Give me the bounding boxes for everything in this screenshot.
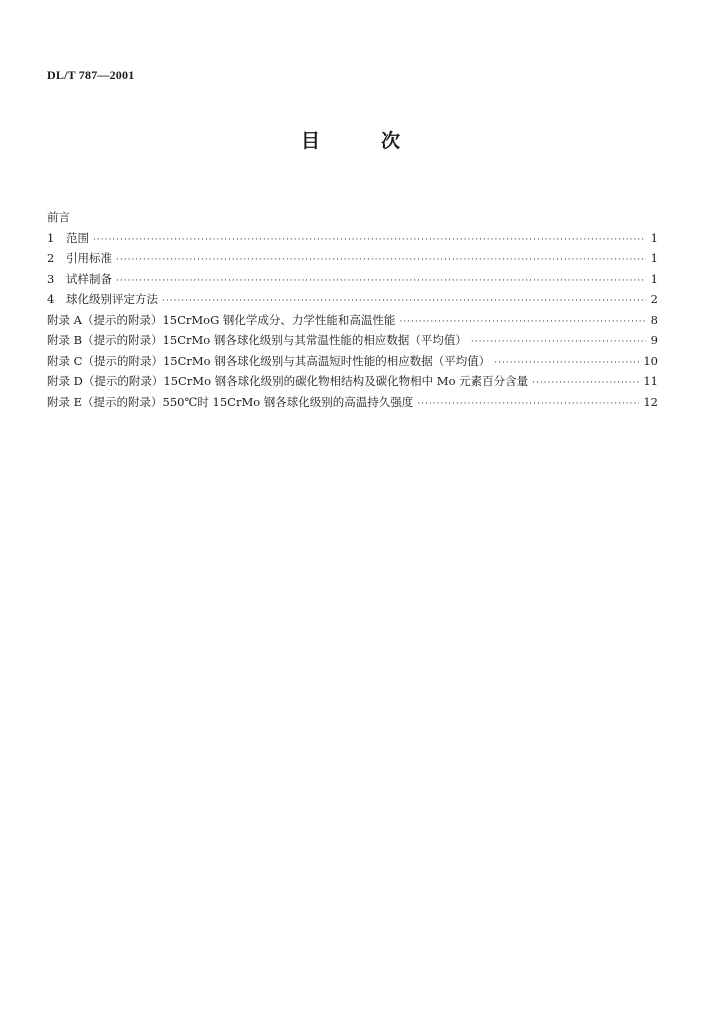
toc-entry-page: 12	[643, 394, 658, 409]
page-title-char-2: 次	[381, 130, 401, 152]
page-title-char-1: 目	[301, 130, 321, 152]
dot-leader	[116, 276, 646, 286]
toc-entry-page: 11	[643, 374, 658, 388]
dot-leader	[417, 399, 639, 409]
toc-entry-2[interactable]	[47, 250, 658, 271]
toc-entry-label: 前言	[47, 210, 70, 224]
toc-entry-foreword[interactable]	[47, 209, 658, 230]
toc-entry-3[interactable]	[47, 271, 658, 292]
toc-entry-appendix-d[interactable]	[47, 373, 658, 394]
toc-entry-number: 4	[47, 292, 55, 306]
toc-entry-number: 2	[47, 251, 55, 265]
document-code: DL/T 787—2001	[47, 68, 135, 82]
toc-entry-page: 10	[643, 353, 658, 368]
toc-entry-label: 附录 A（提示的附录）15CrMoG 钢化学成分、力学性能和高温性能	[47, 312, 396, 327]
toc-entry-label: 附录 C（提示的附录）15CrMo 钢各球化级别与其高温短时性能的相应数据（平均值）	[47, 353, 491, 368]
toc-entry-4[interactable]	[47, 291, 658, 312]
toc-entry-label: 附录 E（提示的附录）550℃时 15CrMo 钢各球化级别的高温持久强度	[47, 394, 414, 409]
toc-entry-page: 2	[650, 292, 658, 306]
toc-entry-page: 1	[650, 271, 658, 286]
toc-entry-page: 9	[650, 333, 658, 347]
toc-entry-appendix-c[interactable]	[47, 353, 658, 374]
dot-leader	[93, 235, 646, 245]
toc-entry-label: 范围	[66, 230, 89, 245]
dot-leader	[162, 296, 646, 306]
toc-entry-label: 试样制备	[66, 271, 112, 286]
toc-entry-label: 附录 D（提示的附录）15CrMo 钢各球化级别的碳化物相结构及碳化物相中 Mo 元素百分含量	[47, 374, 529, 388]
toc-entry-label: 球化级别评定方法	[66, 292, 158, 306]
dot-leader	[399, 317, 646, 327]
toc-entry-appendix-b[interactable]	[47, 332, 658, 353]
toc-entry-appendix-e[interactable]	[47, 394, 658, 415]
toc-entry-page: 1	[650, 251, 658, 265]
table-of-contents	[47, 209, 658, 414]
toc-entry-number: 1	[47, 230, 55, 245]
toc-entry-label: 引用标准	[66, 251, 112, 265]
page-title	[0, 126, 716, 152]
toc-entry-number: 3	[47, 271, 55, 286]
toc-entry-1[interactable]	[47, 230, 658, 251]
toc-entry-page: 8	[650, 312, 658, 327]
dot-leader	[471, 337, 646, 347]
dot-leader	[532, 378, 639, 388]
toc-entry-label: 附录 B（提示的附录）15CrMo 钢各球化级别与其常温性能的相应数据（平均值）	[47, 333, 467, 347]
dot-leader	[494, 358, 639, 368]
dot-leader	[116, 255, 646, 265]
toc-entry-appendix-a[interactable]	[47, 312, 658, 333]
toc-entry-page: 1	[650, 230, 658, 245]
